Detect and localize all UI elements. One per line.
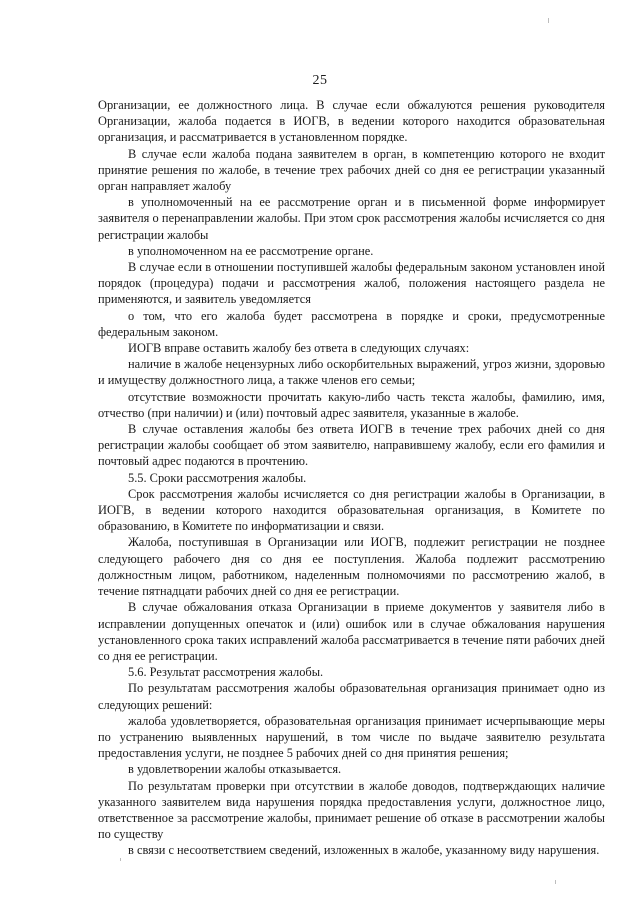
- paragraph: В случае оставления жалобы без ответа ИОГВ в течение трех рабочих дней со дня регистрации жалобы сообщает об этом заявителю, направившему жалобу, если его фамилия и почтовый адрес подаются в прочтению.: [98, 422, 605, 469]
- paragraph: Срок рассмотрения жалобы исчисляется со дня регистрации жалобы в Организации, в ИОГВ, в ведении которого находится образовательная организация, в Комитете по образованию, в Комитете по информатизации и связи.: [98, 486, 605, 534]
- paragraph: в связи с несоответствием сведений, изложенных в жалобе, указанному виду нарушения.: [128, 843, 600, 858]
- page-number: 25: [312, 73, 328, 88]
- paragraph: о том, что его жалоба будет рассмотрена в порядке и сроки, предусмотренные федеральным законом.: [98, 308, 605, 339]
- paragraph: В случае если жалоба подана заявителем в орган, в компетенцию которого не входит принятие решения по жалобе, в течение трех рабочих дней со дня ее регистрации указанный орган направляет жалобу: [98, 146, 605, 194]
- document-body: [98, 97, 605, 859]
- paragraph: По результатам проверки при отсутствии в жалобе доводов, подтверждающих наличие указанного заявителем вида нарушения порядка предоставления услуги, должностное лицо, ответственное за рассмотрение жалобы, принимает решение об отказе в рассмотрении жалобы по существу: [98, 778, 605, 842]
- paragraph: По результатам рассмотрения жалобы образовательная организация принимает одно из следующих решений:: [98, 681, 605, 712]
- scan-speck: [555, 880, 556, 884]
- section-heading: 5.5. Сроки рассмотрения жалобы.: [128, 470, 307, 485]
- paragraph: отсутствие возможности прочитать какую-либо часть текста жалобы, фамилию, имя, отчество (при наличии) и (или) почтовый адрес заявителя, указанные в жалобе.: [98, 389, 605, 420]
- paragraph: Жалоба, поступившая в Организации или ИОГВ, подлежит регистрации не позднее следующего рабочего дня со дня ее поступления. Жалоба подлежит рассмотрению должностным лицом, работником, наделенным полномочиями по рассмотрению жалоб, в течение пятнадцати рабочих дней со дня ее регистрации.: [98, 535, 605, 599]
- paragraph: ИОГВ вправе оставить жалобу без ответа в следующих случаях:: [128, 341, 470, 356]
- paragraph: в уполномоченном на ее рассмотрение органе.: [128, 243, 374, 258]
- paragraph: в уполномоченный на ее рассмотрение орган и в письменной форме информирует заявителя о перенаправлении жалобы. При этом срок рассмотрения жалобы исчисляется со дня регистрации жалобы: [98, 195, 605, 242]
- section-heading: 5.6. Результат рассмотрения жалобы.: [128, 665, 324, 680]
- paragraph: В случае если в отношении поступившей жалобы федеральным законом установлен иной порядок (процедура) подачи и рассмотрения жалоб, положения настоящего раздела не применяются, и заявитель уведомляется: [98, 260, 605, 307]
- paragraph: наличие в жалобе нецензурных либо оскорбительных выражений, угроз жизни, здоровью и имуществу должностного лица, а также членов его семьи;: [98, 357, 605, 388]
- paragraph: в удовлетворении жалобы отказывается.: [128, 762, 342, 777]
- paragraph: жалоба удовлетворяется, образовательная организация принимает исчерпывающие меры по устранению выявленных нарушений, в том числе по выдаче заявителю результата предоставления услуги, не позднее 5 рабочих дней со дня принятия решения;: [98, 713, 605, 761]
- paragraph: Организации, ее должностного лица. В случае если обжалуются решения руководителя Организации, жалоба подается в ИОГВ, в ведении которого находится образовательная организация, и рассматривается в установленном порядке.: [98, 98, 605, 145]
- scan-speck: [548, 18, 549, 23]
- paragraph: В случае обжалования отказа Организации в приеме документов у заявителя либо в исправлении допущенных опечаток и (или) ошибок или в случае обжалования нарушения установленного срока таких исправлений жалоба рассматривается в течение пяти рабочих дней со дня ее регистрации.: [98, 600, 605, 663]
